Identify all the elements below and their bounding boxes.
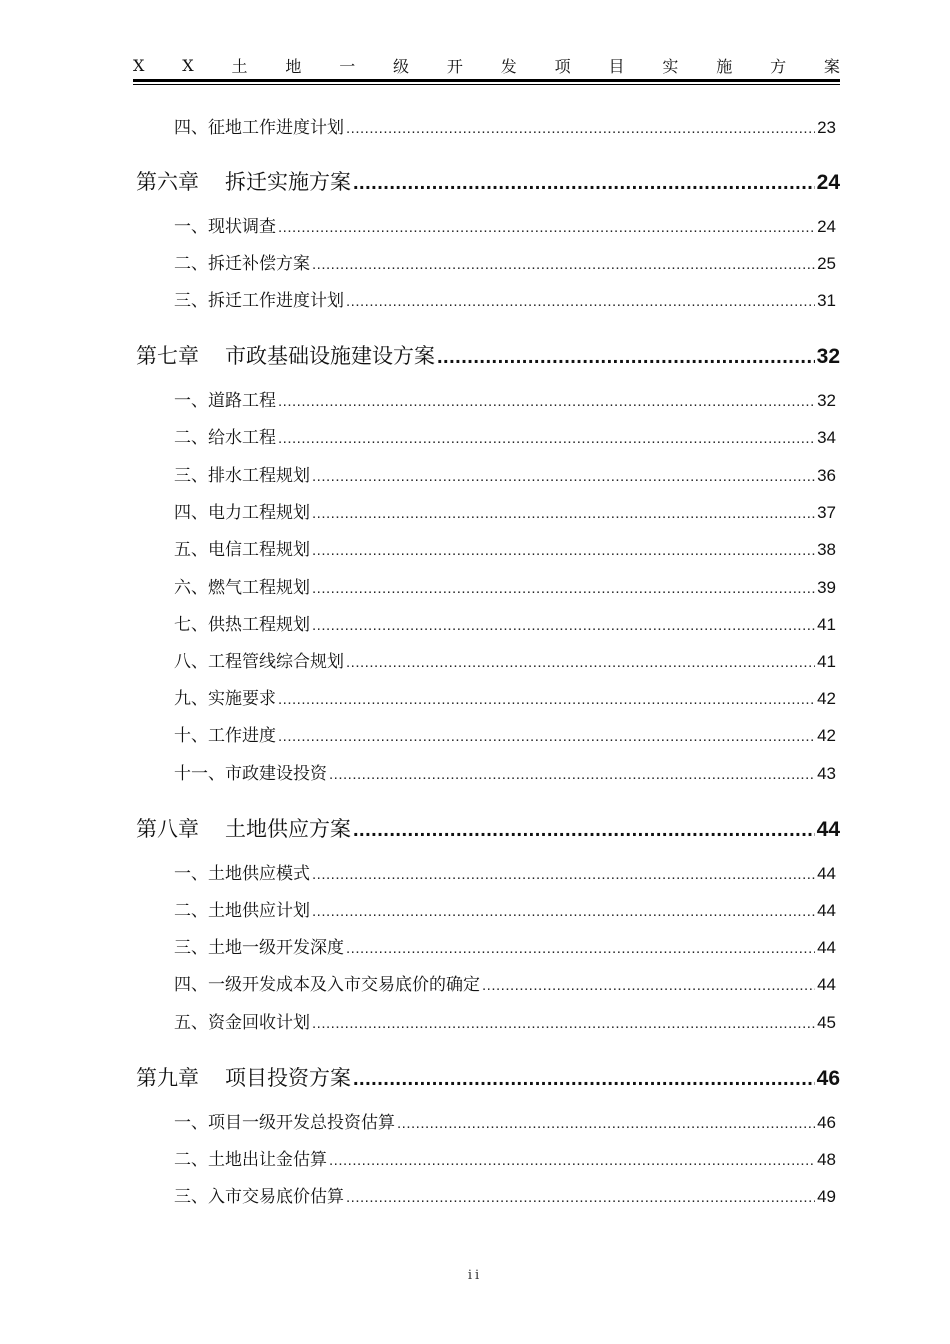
toc-chapter[interactable] — [136, 166, 840, 196]
dot-leader — [278, 728, 815, 745]
toc-entry[interactable] — [174, 721, 836, 745]
header-rule-thick — [133, 79, 840, 82]
header-char: X — [182, 55, 194, 75]
dot-leader — [278, 219, 815, 236]
toc-entry[interactable] — [174, 249, 836, 273]
toc-entry[interactable] — [174, 498, 836, 522]
toc-entry-label: 六、燃气工程规划 — [174, 578, 310, 598]
toc-entry-page: 23 — [817, 118, 836, 137]
chapter-title: 项目投资方案 — [225, 1066, 351, 1090]
toc-entry[interactable] — [174, 212, 836, 236]
toc-entry-label: 五、资金回收计划 — [174, 1013, 310, 1033]
toc-entry-label: 三、入市交易底价估算 — [174, 1187, 344, 1207]
toc-entry-label: 二、土地出让金估算 — [174, 1150, 327, 1170]
toc-entry[interactable] — [174, 461, 836, 485]
chapter-page: 46 — [816, 1067, 840, 1090]
toc-entry-label: 四、一级开发成本及入市交易底价的确定 — [174, 975, 480, 995]
toc-entry-page: 44 — [817, 975, 836, 994]
toc-entry-label: 九、实施要求 — [174, 689, 276, 709]
toc-entry-page: 48 — [817, 1150, 836, 1169]
toc-entry-page: 44 — [817, 938, 836, 957]
chapter-page: 24 — [816, 171, 840, 194]
toc-entry-label: 二、土地供应计划 — [174, 901, 310, 921]
dot-leader — [346, 940, 815, 957]
toc-entry-page: 34 — [817, 428, 836, 447]
dot-leader — [437, 346, 815, 369]
header-char: 发 — [500, 56, 517, 76]
toc-entry-page: 46 — [817, 1113, 836, 1132]
toc-entry-label: 三、拆迁工作进度计划 — [174, 291, 344, 311]
dot-leader — [353, 1068, 815, 1091]
toc-entry[interactable] — [174, 1008, 836, 1032]
dot-leader — [482, 977, 815, 994]
toc-entry-label: 一、土地供应模式 — [174, 864, 310, 884]
toc-entry[interactable] — [174, 423, 836, 447]
chapter-number: 第七章 — [136, 344, 199, 368]
toc-entry-page: 32 — [817, 391, 836, 410]
dot-leader — [312, 903, 815, 920]
toc-entry-label: 七、供热工程规划 — [174, 615, 310, 635]
toc-chapter[interactable] — [136, 813, 840, 843]
dot-leader — [346, 654, 815, 671]
running-header — [133, 54, 840, 76]
toc-entry[interactable] — [174, 859, 836, 883]
dot-leader — [278, 393, 815, 410]
dot-leader — [346, 293, 815, 310]
toc-entry[interactable] — [174, 896, 836, 920]
toc-entry-page: 38 — [817, 540, 836, 559]
toc-entry-label: 八、工程管线综合规划 — [174, 652, 344, 672]
header-char: 项 — [554, 56, 571, 76]
toc-entry[interactable] — [174, 933, 836, 957]
toc-entry-page: 31 — [817, 291, 836, 310]
chapter-title: 拆迁实施方案 — [225, 170, 351, 194]
toc-entry-label: 二、拆迁补偿方案 — [174, 254, 310, 274]
dot-leader — [312, 617, 815, 634]
toc-entry[interactable] — [174, 684, 836, 708]
toc-chapter[interactable] — [136, 340, 840, 370]
toc-entry-label: 三、排水工程规划 — [174, 466, 310, 486]
toc-entry-page: 24 — [817, 217, 836, 236]
toc-entry-label: 四、征地工作进度计划 — [174, 118, 344, 138]
toc-chapter[interactable] — [136, 1062, 840, 1092]
toc-entry-label: 一、现状调查 — [174, 217, 276, 237]
toc-entry[interactable] — [174, 1108, 836, 1132]
dot-leader — [312, 580, 815, 597]
chapter-number: 第九章 — [136, 1066, 199, 1090]
dot-leader — [329, 766, 815, 783]
dot-leader — [353, 819, 815, 842]
chapter-title: 市政基础设施建设方案 — [225, 344, 435, 368]
toc-entry-page: 42 — [817, 726, 836, 745]
toc-entry-label: 十、工作进度 — [174, 726, 276, 746]
toc-entry-label: 二、给水工程 — [174, 428, 276, 448]
dot-leader — [312, 866, 815, 883]
dot-leader — [312, 1015, 815, 1032]
header-char: 开 — [446, 56, 463, 76]
toc-entry-label: 五、电信工程规划 — [174, 540, 310, 560]
header-rule-thin — [133, 84, 840, 85]
header-char: 地 — [285, 56, 302, 76]
dot-leader — [353, 172, 815, 195]
toc-entry[interactable] — [174, 1145, 836, 1169]
toc-entry[interactable] — [174, 386, 836, 410]
toc-entry-label: 十一、市政建设投资 — [174, 764, 327, 784]
toc-entry[interactable] — [174, 113, 836, 137]
toc-entry-page: 25 — [817, 254, 836, 273]
toc-entry[interactable] — [174, 573, 836, 597]
dot-leader — [329, 1152, 815, 1169]
toc-entry[interactable] — [174, 647, 836, 671]
chapter-number: 第六章 — [136, 170, 199, 194]
dot-leader — [312, 505, 815, 522]
toc-entry[interactable] — [174, 610, 836, 634]
header-char: 一 — [339, 56, 356, 76]
chapter-number: 第八章 — [136, 817, 199, 841]
dot-leader — [312, 542, 815, 559]
toc-entry-page: 41 — [817, 615, 836, 634]
toc-entry-page: 49 — [817, 1187, 836, 1206]
toc-entry[interactable] — [174, 1182, 836, 1206]
toc-entry-label: 一、道路工程 — [174, 391, 276, 411]
dot-leader — [278, 691, 815, 708]
toc-entry-page: 43 — [817, 764, 836, 783]
page-number: ii — [467, 1268, 483, 1283]
header-char: 实 — [662, 56, 679, 76]
dot-leader — [346, 120, 815, 137]
header-char: 施 — [716, 56, 733, 76]
header-char: 级 — [393, 56, 410, 76]
toc-entry-label: 四、电力工程规划 — [174, 503, 310, 523]
dot-leader — [312, 468, 815, 485]
chapter-page: 44 — [816, 818, 840, 841]
dot-leader — [312, 256, 815, 273]
toc-entry-page: 42 — [817, 689, 836, 708]
toc-entry-label: 一、项目一级开发总投资估算 — [174, 1113, 395, 1133]
dot-leader — [346, 1189, 815, 1206]
toc-entry-page: 44 — [817, 901, 836, 920]
header-char: 案 — [823, 56, 840, 76]
toc-entry-page: 41 — [817, 652, 836, 671]
chapter-page: 32 — [816, 345, 840, 368]
toc-entry-page: 45 — [817, 1013, 836, 1032]
header-char: 土 — [231, 56, 248, 76]
toc-entry-page: 44 — [817, 864, 836, 883]
dot-leader — [397, 1115, 815, 1132]
header-char: 目 — [608, 56, 625, 76]
toc-entry[interactable] — [174, 759, 836, 783]
toc-entry[interactable] — [174, 970, 836, 994]
toc-entry[interactable] — [174, 286, 836, 310]
toc-entry-page: 37 — [817, 503, 836, 522]
toc-entry-page: 36 — [817, 466, 836, 485]
chapter-title: 土地供应方案 — [225, 817, 351, 841]
header-char: 方 — [770, 56, 787, 76]
toc-entry[interactable] — [174, 535, 836, 559]
toc-entry-page: 39 — [817, 578, 836, 597]
dot-leader — [278, 430, 815, 447]
header-char: X — [133, 55, 145, 75]
toc-entry-label: 三、土地一级开发深度 — [174, 938, 344, 958]
